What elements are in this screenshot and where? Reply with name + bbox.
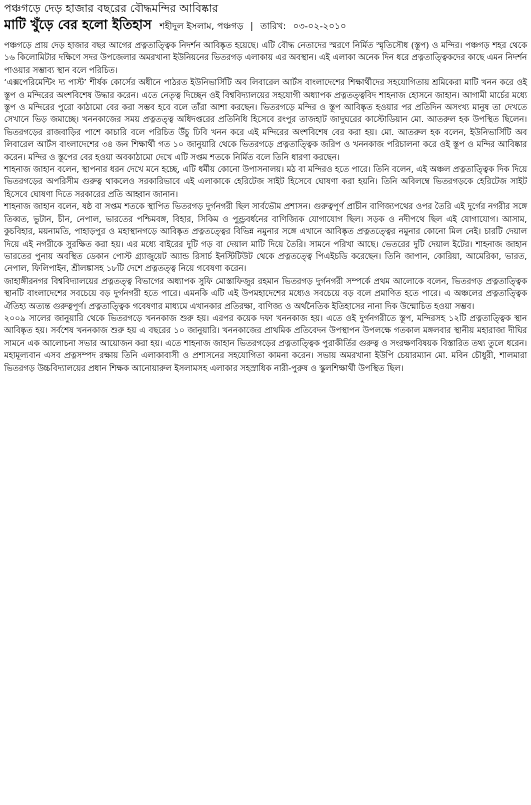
article-body [4, 39, 527, 374]
article-headline: মাটি খুঁড়ে বের হলো ইতিহাস [4, 18, 152, 33]
meta-separator: | [250, 22, 254, 32]
article-paragraph: শাহনাজ জাহান বলেন, স্থাপনার ধরন দেখে মনে হচ্ছে, এটি ধর্মীয় কোনো উপাসনালয়। মঠ বা মন্দিরও হতে পারে। তিনি বলেন, এই অঞ্চল প্রত্নতাত্ত্বিক দিক দিয়ে ভিতরগড়ের অপরিসীম গুরুত্ব থাকলেও সরকারিভাবে এই এলাকাকে হেরিটেজ সাইট হিসেবে ঘোষণা করা হয়নি। তিনি অবিলম্বে ভিতরগড়কে হেরিটেজ সাইট হিসেবে ঘোষণা দিতে সরকারের প্রতি আহ্বান জানান। [4, 164, 527, 199]
article-paragraph: পঞ্চগড়ে প্রায় দেড় হাজার বছর আগের প্রত্নতাত্ত্বিক নিদর্শন আবিষ্কৃত হয়েছে। এটি বৌদ্ধ নেতাদের স্মরণে নির্মিত স্মৃতিসৌধ (স্তূপ) ও মন্দির। পঞ্চগড় শহর থেকে ১৬ কিলোমিটার দক্ষিণে সদর উপজেলার অমরখানা ইউনিয়নের ভিতরগড় এলাকায় এর অবস্থান। এই এলাকা অনেক দিন ধরে প্রত্নতাত্ত্বিকদের কাছে এমন নিদর্শন পাওয়ার সম্ভাব্য স্থান বলে পরিচিত। [4, 40, 527, 75]
article-header [4, 16, 527, 37]
article-meta [160, 19, 347, 34]
article-paragraph: ২০০৯ সালের জানুয়ারি থেকে ভিতরগড়ে খননকাজ শুরু হয়। এরপর কয়েক দফা খননকাজ হয়। এতে ওই দুর্গনগরীতে স্তূপ, মন্দিরসহ ১২টি প্রত্নতাত্ত্বিক স্থান আবিষ্কৃত হয়। সর্বশেষ খননকাজ শুরু হয় এ বছরের ১০ জানুয়ারি। খননকাজের প্রাথমিক প্রতিবেদন উপস্থাপন উপলক্ষে গতকাল মঙ্গলবার স্থানীয় মহারাজা দীঘির সামনে এক আলোচনা সভার আয়োজন করা হয়। এতে শাহনাজ জাহান ভিতরগড়ের প্রত্নতাত্ত্বিক পুরাকীর্তির গুরুত্ব ও সংরক্ষণবিষয়ক বিস্তারিত তথ্য তুলে ধরেন। মহামূল্যবান এসব প্রত্নসম্পদ রক্ষায় তিনি এলাকাবাসী ও প্রশাসনের সহযোগিতা কামনা করেন। সভায় অমরখানা ইউপি চেয়ারম্যান মো. মবিন চৌধুরী, শালমারা ভিতরগড় উচ্চবিদ্যালয়ের প্রধান শিক্ষক আনোয়ারুল ইসলামসহ এলাকার সহস্রাধিক নারী-পুরুষ ও স্কুলশিক্ষার্থী উপস্থিত ছিল। [4, 312, 527, 373]
article-paragraph: শাহনাজ জাহান বলেন, ষষ্ঠ বা সপ্তম শতকে স্থাপিত ভিতরগড় দুর্গনগরী ছিল সার্বভৌম প্রশাসন। গুরুত্বপূর্ণ প্রাচীন বাণিজ্যপথের ওপর তৈরি এই দুর্গের নগরীর সঙ্গে তিব্বত, ভুটান, চীন, নেপাল, ভারতের পশ্চিমবঙ্গ, বিহার, সিকিম ও পুণ্ড্রবর্ধনের বাণিজ্যিক যোগাযোগ ছিল। সড়ক ও নদীপথে ছিল এই যোগাযোগ। আসাম, কুচবিহার, ময়নামতি, পাহাড়পুর ও মহাস্থানগড়ে আবিষ্কৃত প্রত্নতত্ত্বের বিভিন্ন নমুনার সঙ্গে এখানে আবিষ্কৃত প্রত্নতত্ত্বের নমুনার কোনো মিল নেই। চারটি দেয়াল দিয়ে এই নগরীকে সুরক্ষিত করা হয়। এর মধ্যে বাইরের দুটি গড় বা দেয়াল মাটি দিয়ে তৈরি। সামনে পরিখা আছে। ভেতরের দুটি দেয়াল ইটের। শাহনাজ জাহান ভারতের পুনায় অবস্থিত ডেকান পোস্ট গ্র্যাজুয়েট অ্যান্ড রিসার্চ ইনস্টিটিউট থেকে প্রত্নতত্ত্বে পিএইচডি করেছেন। তিনি জাপান, কোরিয়া, আমেরিকা, ভারত, নেপাল, ফিলিপাইন, শ্রীলঙ্কাসহ ১৮টি দেশে প্রত্নতত্ত্ব নিয়ে গবেষণা করেন। [4, 201, 527, 274]
article-date: ০৩-০২-২০১০ [292, 22, 347, 32]
date-label: তারিখ: [260, 22, 287, 32]
article-byline: শহীদুল ইসলাম, পঞ্চগড় [159, 22, 244, 32]
article-paragraph: জাহাঙ্গীরনগর বিশ্ববিদ্যালয়ের প্রত্নতত্ত্ব বিভাগের অধ্যাপক সুফি মোস্তাফিজুর রহমান ভিতরগড় দুর্গনগরী সম্পর্কে প্রথম আলোকে বলেন, ভিতরগড় প্রত্নতাত্ত্বিক স্থানটি বাংলাদেশের সবচেয়ে বড় দুর্গনগরী হতে পারে। এমনকি এটি এই উপমহাদেশের মধ্যেও সবচেয়ে বড় বলে প্রমাণিত হতে পারে। এ অঞ্চলের প্রত্নতাত্ত্বিক ঐতিহ্য অত্যন্ত গুরুত্বপূর্ণ। প্রত্নতাত্ত্বিক গবেষণার মাধ্যমে এখানকার প্রতিরক্ষা, বাণিজ্য ও অর্থনৈতিক ইতিহাসের নানা দিক উন্মোচিত হওয়া সম্ভব। [4, 275, 527, 311]
article-kicker: পঞ্চগড়ে দেড় হাজার বছরের বৌদ্ধমন্দির আবিষ্কার [4, 2, 219, 15]
article-paragraph: ‘এক্সপেরিমেন্টিং দ্য পাস্ট’ শীর্ষক কোর্সের অধীনে পাঠরত ইউনিভার্সিটি অব লিবারেল আর্টস বাংলাদেশের শিক্ষার্থীদের সহযোগিতায় শ্রমিকেরা মাটি খনন করে ওই স্তূপ ও মন্দিরের অংশবিশেষ উদ্ধার করেন। এতে নেতৃত্ব দিচ্ছেন ওই বিশ্ববিদ্যালয়ের সহযোগী অধ্যাপক প্রত্নতত্ত্ববিদ শাহনাজ হোসনে জাহান। আগামী মার্চের মধ্যে স্তূপ ও মন্দিরের পুরো কাঠামো বের করা সম্ভব হবে বলে তাঁরা আশা করছেন। ভিতরগড়ে মন্দির ও স্তূপ আবিষ্কৃত হওয়ার পর প্রতিদিন অসংখ্য মানুষ তা দেখতে সেখানে ভিড় জমাচ্ছে। খননকাজের সময় প্রত্নতত্ত্ব অধিদপ্তরের প্রতিনিধি হিসেবে রংপুর তাজহাট জাদুঘরের কাস্টোডিয়ান মো. আতরুল হক উপস্থিত ছিলেন। ভিতরগড়ের রাজবাড়ির পাশে কাচারি বলে পরিচিত উঁচু ঢিবি খনন করে এই মন্দিরের অংশবিশেষ বের করা হয়। মো. আতরুল হক বলেন, ইউনিভার্সিটি অব লিবারেল আর্টস বাংলাদেশের ৩৪ জন শিক্ষার্থী গত ১০ জানুয়ারি থেকে ভিতরগড়ে প্রত্নতাত্ত্বিক জরিপ ও খননকাজ পরিচালনা করে ওই স্তূপ ও মন্দির আবিষ্কার করেন। মন্দির ও স্তূপের বের হওয়া অবকাঠামো দেখে এটি সপ্তম শতকে নির্মিত বলে তিনি ধারণা করছেন। [4, 77, 528, 162]
